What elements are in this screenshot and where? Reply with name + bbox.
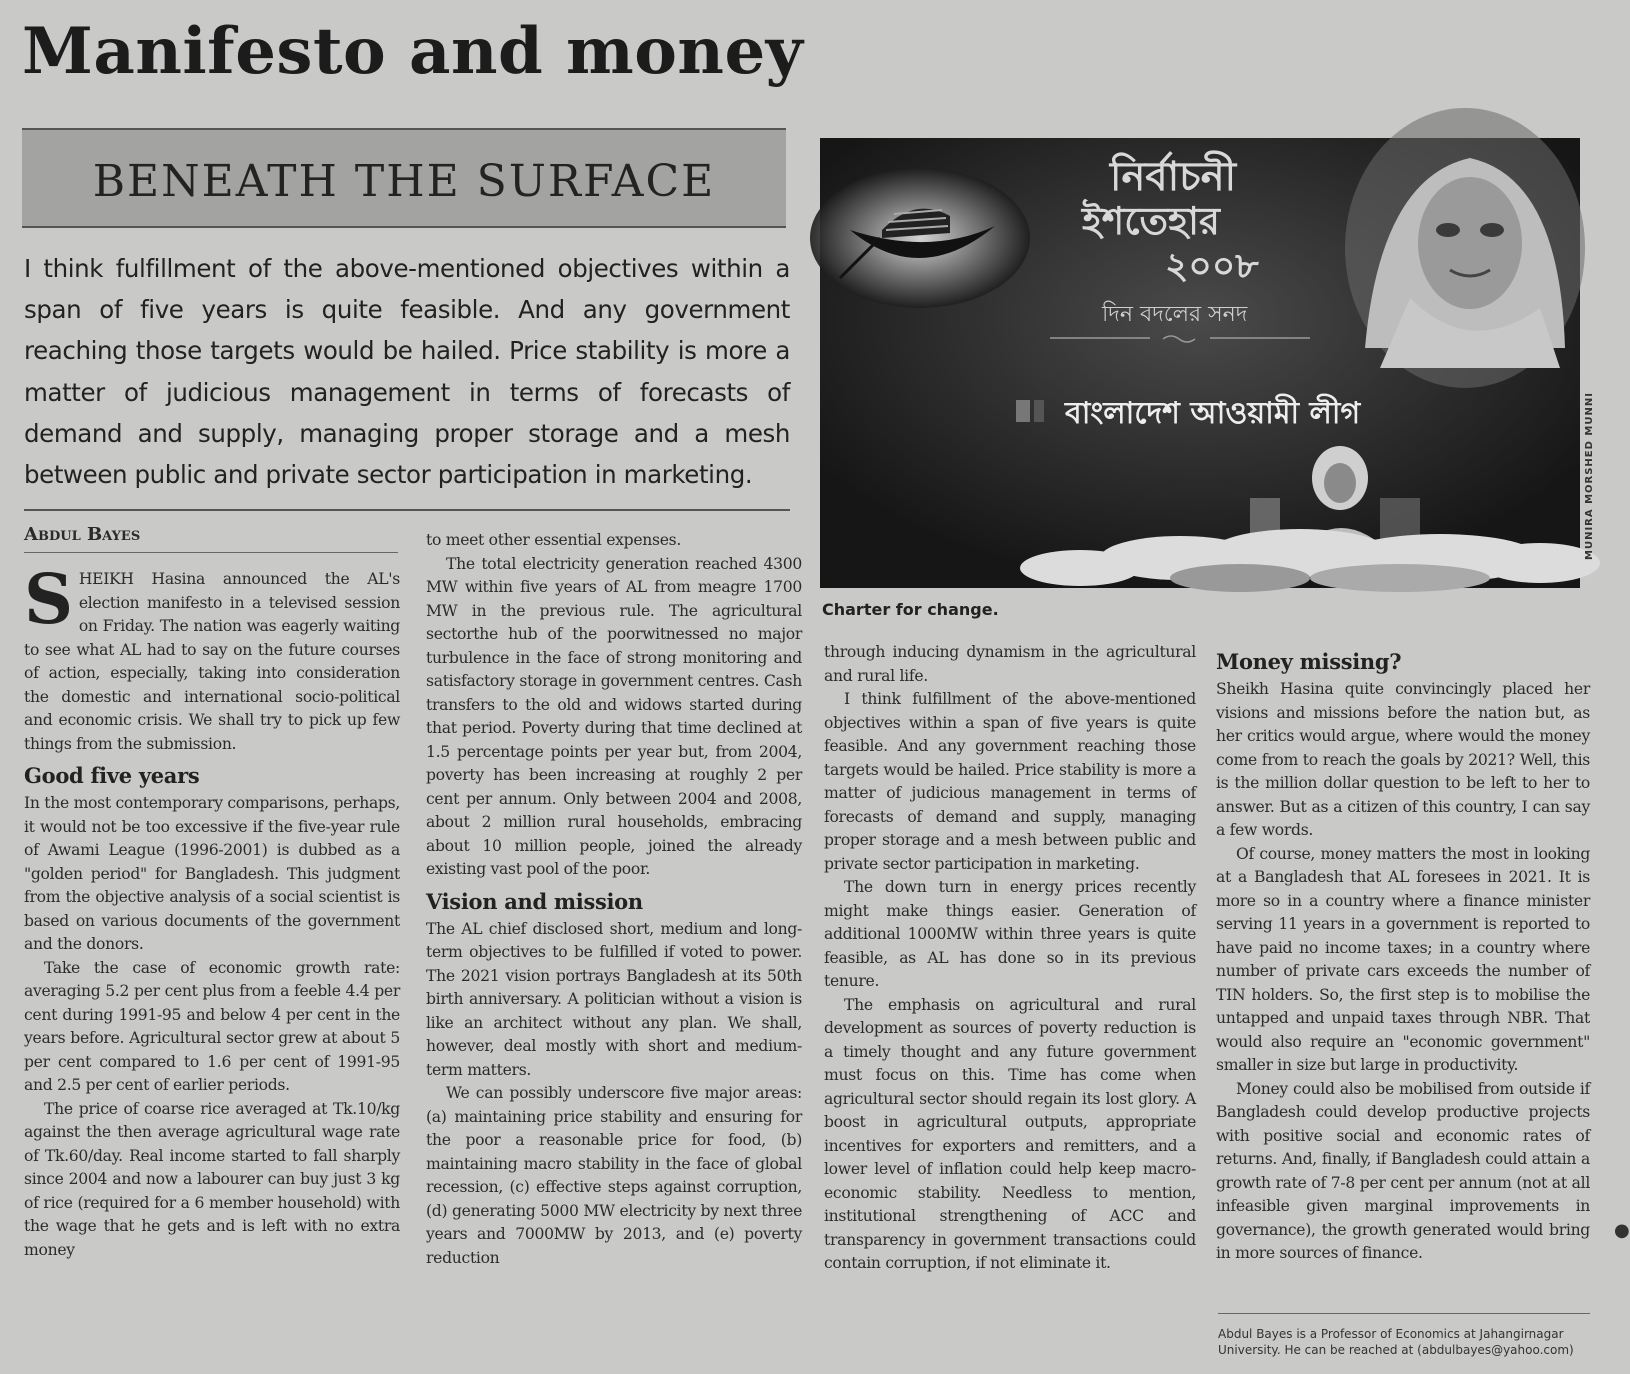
intro-paragraph — [24, 560, 400, 756]
section-banner — [22, 128, 786, 228]
paragraph: In the most contemporary comparisons, perhaps, it would not be too excessive if the five-year rule of Awami League (1996-2001) is dubbed as a "golden period" for Bangladesh. This judgment from the objective analysis of a social scientist is based on various documents of the government and the donors. — [24, 794, 400, 953]
article-column-1 — [24, 560, 400, 1262]
divider — [1218, 1313, 1590, 1314]
article-column-4 — [1216, 648, 1590, 1266]
photo-credit: MUNIRA MORSHED MUNNI — [1584, 392, 1595, 560]
portrait — [1345, 108, 1585, 388]
paragraph: The price of coarse rice averaged at Tk.10/kg against the then average agricultural wage rate of Tk.60/day. Real income started to fall sharply since 2004 and now a labourer can buy just 3 kg of rice (required for a 6 member household) with the wage that he gets and is left with no extra money — [24, 1099, 400, 1259]
article-column-3 — [824, 641, 1196, 1276]
paragraph: Of course, money matters the most in looking at a Bangladesh that AL foresees in 2021. It is more so in a country where a finance minister serving 11 years in a government is reported to have paid no income taxes; in a country where number of private cars exceeds the number of TIN holders. So, the first step is to mobilise the untapped and unpaid taxes through NBR. That would also require an "economic government" smaller in size but large in productivity. — [1216, 844, 1590, 1074]
banner-title-bangla-2: ইশতেহার — [1082, 199, 1220, 243]
subhead-vision-and-mission: Vision and mission — [426, 888, 643, 914]
author-bio: Abdul Bayes is a Professor of Economics at Jahangirnagar University. He can be reached at (abdulbayes@yahoo.com) — [1218, 1327, 1574, 1357]
intro-text: HEIKH Hasina announced the AL's election manifesto in a televised session on Friday. The nation was eagerly waiting to see what AL had to say on the future courses of action, especially, taking into consideration the domestic and international socio-political and economic crisis. We shall try to pick up few things from the submission. — [24, 570, 400, 753]
divider — [24, 552, 398, 553]
subhead-good-five-years: Good five years — [24, 763, 200, 788]
divider — [24, 509, 790, 511]
paragraph: to meet other essential expenses. — [426, 531, 681, 549]
paragraph: Take the case of economic growth rate: averaging 5.2 per cent plus from a feeble 4.4 per cent during 1991-95 and below 4 per cent in the years before. Agricultural sector grew at about 5 per cent compared to 1.6 per cent of 1991-95 and 2.5 per cent of earlier periods. — [24, 958, 400, 1094]
photo — [820, 138, 1580, 588]
dropcap: S — [24, 560, 73, 640]
paragraph: The down turn in energy prices recently might make things easier. Generation of additional 1000MW within three years is quite feasible, as AL has done so in its previous tenure. — [824, 878, 1196, 990]
paragraph: Money could also be mobilised from outside if Bangladesh could develop productive projects with positive social and economic rates of returns. And, finally, if Bangladesh could attain a growth rate of 7-8 per cent per annum (not at all infeasible given marginal improvements in governance), the growth generated would bring in more sources of finance. — [1216, 1079, 1590, 1262]
banner-year: ২০০৮ — [1165, 246, 1259, 287]
banner-title: BENEATH THE SURFACE — [92, 156, 716, 207]
pull-quote: I think fulfillment of the above-mentioned objectives within a span of five years is quite feasible. And any government reaching those targets would be hailed. Price stability is more a matter of judicious management in terms of forecasts of demand and supply, managing proper storage and a mesh between public and private sector participation in marketing. — [24, 254, 790, 490]
margin-bullet: ● — [1614, 1220, 1630, 1241]
article-column-2 — [426, 529, 802, 1270]
subhead-money-missing: Money missing? — [1216, 649, 1402, 674]
banner-subtitle: দিন বদলের সনদ — [1102, 302, 1248, 327]
banner-party-name: বাংলাদেশ আওয়ামী লীগ — [1065, 396, 1361, 431]
paragraph: The AL chief disclosed short, medium and long-term objectives to be fulfilled if voted to power. The 2021 vision portrays Bangladesh at its 50th birth anniversary. A politician without a vision is like an architect without any plan. We shall, however, deal mostly with short and medium-term matters. — [426, 919, 802, 1079]
banner-title-bangla-1: নির্বাচনী — [1110, 154, 1237, 200]
paragraph: The total electricity generation reached 4300 MW within five years of AL from meagre 1700 MW in the previous rule. The agricultural sectorthe hub of the poorwitnessed no major turbulence in the face of strong monitoring and satisfactory storage in government centres. Cash transfers to the old and widows started during that period. Poverty during that time declined at 1.5 percentage points per year but, from 2004, poverty has been increasing at roughly 2 per cent per annum. Only between 2004 and 2008, about 2 million rural households, embracing about 10 million people, joined the already existing vast pool of the poor. — [426, 554, 802, 878]
paragraph: We can possibly underscore five major areas: (a) maintaining price stability and ensuring for the poor a reasonable price for food, (b) maintaining macro stability in the face of global recession, (c) effective steps against corruption, (d) generating 5000 MW electricity by next three years and 7000MW by 2013, and (e) poverty reduction — [426, 1084, 802, 1267]
paragraph: I think fulfillment of the above-mentioned objectives within a span of five years is quite feasible. And any government reaching those targets would be hailed. Price stability is more a matter of judicious management in terms of forecasts of demand and supply, managing proper storage and a mesh between public and private sector participation in marketing. — [824, 690, 1196, 873]
logo-mark — [1016, 400, 1030, 422]
boat-glow — [810, 168, 1030, 308]
byline: Abdul Bayes — [24, 524, 141, 545]
photo-illustration — [820, 138, 1580, 588]
paragraph: through inducing dynamism in the agricultural and rural life. — [824, 643, 1196, 685]
photo-caption: Charter for change. — [822, 600, 999, 619]
headline: Manifesto and money — [22, 14, 804, 89]
paragraph: Sheikh Hasina quite convincingly placed her visions and missions before the nation but, as her critics would argue, where would the money come from to reach the goals by 2021? Well, this is the million dollar question to be left to her to answer. But as a citizen of this country, I can say a few words. — [1216, 680, 1590, 839]
paragraph: The emphasis on agricultural and rural development as sources of poverty reduction is a timely thought and any future government must focus on this. Time has come when agricultural sector should regain its lost glory. A boost in agricultural outputs, appropriate incentives for exporters and remitters, and a lower level of inflation could help keep macro-economic stability. Needless to mention, institutional strengthening of ACC and transparency in government transactions could contain corruption, if not eliminate it. — [824, 995, 1196, 1272]
